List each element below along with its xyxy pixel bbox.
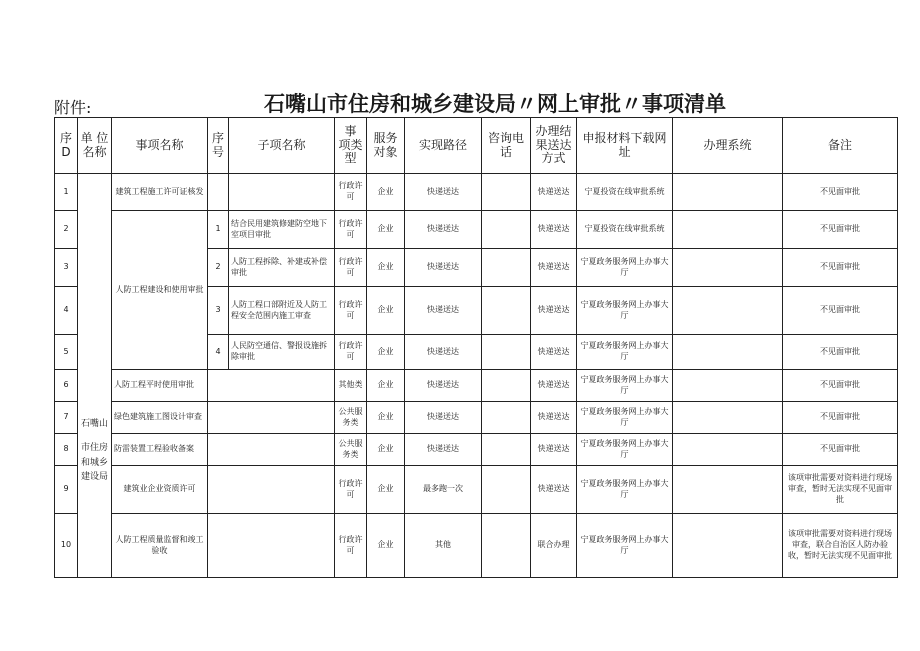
cell-delivery: 快递送达 [531,335,577,370]
cell-delivery: 快递送达 [531,174,577,211]
cell-phone [482,287,531,335]
header-sub-seq: 序号 [208,118,229,174]
table-row [55,514,898,578]
cell-seq: 8 [55,434,78,466]
unit-name-part2: 市住房和城乡建设局 [80,443,108,482]
cell-item-type: 行政许可 [335,174,367,211]
cell-sub-name [208,402,335,434]
cell-seq: 5 [55,335,78,370]
cell-item-type: 行政许可 [335,466,367,514]
cell-seq: 7 [55,402,78,434]
cell-item-name: 建筑业企业资质许可 [112,466,208,514]
cell-remarks: 不见面审批 [783,434,898,466]
table-row [55,466,898,514]
cell-system [673,402,783,434]
cell-remarks: 不见面审批 [783,211,898,249]
cell-download-url: 宁夏政务服务网上办事大厅 [577,466,673,514]
header-delivery: 办理结果送达方式 [531,118,577,174]
cell-download-url: 宁夏政务服务网上办事大厅 [577,370,673,402]
cell-remarks: 不见面审批 [783,402,898,434]
cell-route: 快递送达 [405,287,482,335]
cell-seq: 10 [55,514,78,578]
cell-item-type: 行政许可 [335,335,367,370]
header-item-name: 事项名称 [112,118,208,174]
cell-sub-seq [208,174,229,211]
page-title: 石嘴山市住房和城乡建设局〃网上审批〃事项清单 [264,92,726,116]
cell-delivery: 联合办理 [531,514,577,578]
cell-service-target: 企业 [367,466,405,514]
unit-name-part1: 石嘴山 [80,418,108,429]
cell-sub-name [208,370,335,402]
cell-download-url: 宁夏政务服务网上办事大厅 [577,514,673,578]
cell-sub-seq: 2 [208,249,229,287]
cell-service-target: 企业 [367,211,405,249]
cell-sub-name: 结合民用建筑修建防空地下室项目审批 [229,211,335,249]
header-phone: 咨询电话 [482,118,531,174]
cell-system [673,211,783,249]
cell-route: 快递送达 [405,335,482,370]
cell-system [673,434,783,466]
cell-system [673,174,783,211]
cell-phone [482,514,531,578]
header-seq: 序D [55,118,78,174]
cell-system [673,249,783,287]
cell-delivery: 快递送达 [531,249,577,287]
cell-delivery: 快递送达 [531,434,577,466]
table-row [55,211,898,249]
table-header-row [55,118,898,174]
cell-item-type: 公共服务类 [335,402,367,434]
cell-remarks: 不见面审批 [783,287,898,335]
cell-download-url: 宁夏政务服务网上办事大厅 [577,287,673,335]
cell-download-url: 宁夏投资在线审批系统 [577,174,673,211]
cell-service-target: 企业 [367,174,405,211]
cell-item-name: 人防工程质量监督和竣工验收 [112,514,208,578]
header-sub-name: 子项名称 [229,118,335,174]
cell-item-type: 公共服务类 [335,434,367,466]
cell-unit-name [78,174,112,578]
cell-delivery: 快递送达 [531,370,577,402]
cell-sub-name: 人民防空通信、警报设施拆除审批 [229,335,335,370]
cell-phone [482,370,531,402]
cell-delivery: 快递送达 [531,402,577,434]
cell-service-target: 企业 [367,434,405,466]
cell-download-url: 宁夏政务服务网上办事大厅 [577,434,673,466]
cell-route: 快递送达 [405,434,482,466]
cell-delivery: 快递送达 [531,211,577,249]
cell-route: 快递送达 [405,174,482,211]
header-remarks: 备注 [783,118,898,174]
cell-service-target: 企业 [367,402,405,434]
table-row [55,174,898,211]
cell-route: 快递送达 [405,402,482,434]
cell-download-url: 宁夏政务服务网上办事大厅 [577,249,673,287]
cell-phone [482,466,531,514]
table-row [55,370,898,402]
cell-sub-name: 人防工程口部附近及人防工程安全范围内施工审查 [229,287,335,335]
cell-route: 最多跑一次 [405,466,482,514]
cell-remarks: 不见面审批 [783,249,898,287]
cell-sub-name: 人防工程拆除、补建或补偿审批 [229,249,335,287]
cell-item-name: 防雷装置工程验收备案 [112,434,208,466]
cell-system [673,370,783,402]
cell-sub-seq: 3 [208,287,229,335]
cell-phone [482,211,531,249]
cell-phone [482,174,531,211]
cell-download-url: 宁夏投资在线审批系统 [577,211,673,249]
cell-item-name: 人防工程建设和使用审批 [112,211,208,370]
cell-item-type: 行政许可 [335,249,367,287]
cell-sub-seq: 4 [208,335,229,370]
table-row [55,434,898,466]
cell-item-name: 建筑工程施工许可证核发 [112,174,208,211]
cell-phone [482,335,531,370]
cell-download-url: 宁夏政务服务网上办事大厅 [577,402,673,434]
cell-sub-name [208,466,335,514]
cell-delivery: 快递送达 [531,466,577,514]
cell-phone [482,434,531,466]
header-download-url: 申报材料下载网址 [577,118,673,174]
cell-system [673,466,783,514]
attachment-label: 附件: [54,98,92,117]
cell-route: 快递送达 [405,370,482,402]
cell-seq: 9 [55,466,78,514]
cell-system [673,335,783,370]
cell-phone [482,249,531,287]
table-row [55,402,898,434]
header-system: 办理系统 [673,118,783,174]
cell-seq: 6 [55,370,78,402]
cell-sub-seq: 1 [208,211,229,249]
cell-item-type: 行政许可 [335,211,367,249]
cell-route: 快递送达 [405,211,482,249]
cell-item-type: 行政许可 [335,514,367,578]
cell-seq: 4 [55,287,78,335]
cell-service-target: 企业 [367,249,405,287]
cell-remarks: 不见面审批 [783,174,898,211]
cell-seq: 3 [55,249,78,287]
cell-sub-name [208,434,335,466]
cell-remarks: 该项审批需要对资料进行现场审查，联合自治区人防办验收，暂时无法实现不见面审批 [783,514,898,578]
cell-system [673,287,783,335]
header-service-target: 服务对象 [367,118,405,174]
cell-service-target: 企业 [367,514,405,578]
cell-download-url: 宁夏政务服务网上办事大厅 [577,335,673,370]
cell-service-target: 企业 [367,335,405,370]
cell-delivery: 快递送达 [531,287,577,335]
cell-item-name: 绿色建筑施工图设计审查 [112,402,208,434]
cell-remarks: 不见面审批 [783,335,898,370]
cell-item-type: 其他类 [335,370,367,402]
header-item-type: 事 项类型 [335,118,367,174]
cell-item-name: 人防工程平时使用审批 [112,370,208,402]
cell-seq: 2 [55,211,78,249]
cell-route: 其他 [405,514,482,578]
cell-item-type: 行政许可 [335,287,367,335]
cell-route: 快递送达 [405,249,482,287]
header-unit: 单 位名称 [78,118,112,174]
cell-sub-name [229,174,335,211]
header-route: 实现路径 [405,118,482,174]
cell-remarks: 该项审批需要对资料进行现场审查，暂时无法实现不见面审批 [783,466,898,514]
cell-phone [482,402,531,434]
cell-remarks: 不见面审批 [783,370,898,402]
cell-service-target: 企业 [367,370,405,402]
cell-service-target: 企业 [367,287,405,335]
items-table [54,117,898,578]
cell-system [673,514,783,578]
cell-sub-name [208,514,335,578]
cell-seq: 1 [55,174,78,211]
